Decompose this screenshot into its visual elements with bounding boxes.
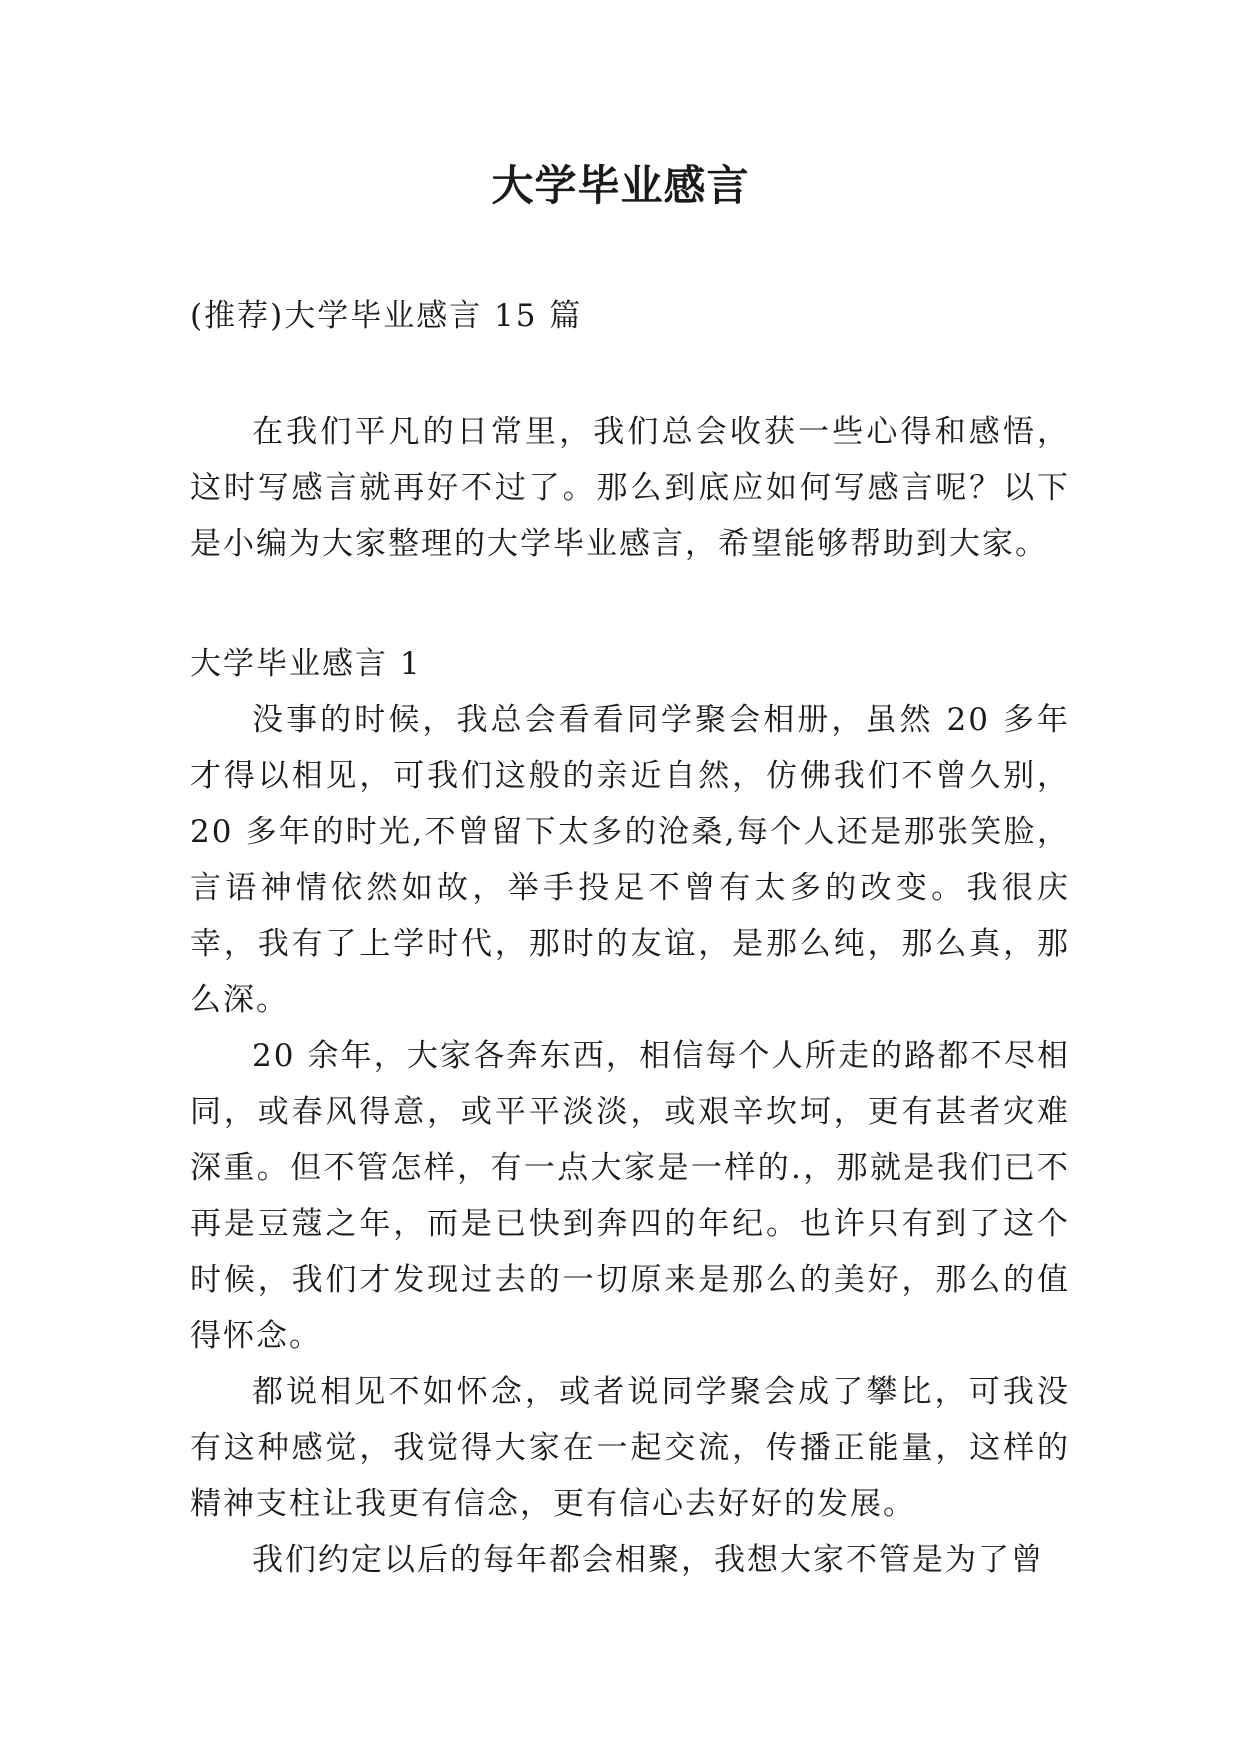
document-subtitle: (推荐)大学毕业感言 15 篇 [190, 298, 583, 334]
section-heading: 大学毕业感言 1 [190, 646, 422, 682]
paragraph: 没事的时候，我总会看看同学聚会相册，虽然 20 多年才得以相见，可我们这般的亲近自然，仿佛我们不曾久别，20 多年的时光,不曾留下太多的沧桑,每个人还是那张笑脸，言语神情依然如故，举手投足不曾有太多的改变。我很庆幸，我有了上学时代，那时的友谊，是那么纯，那么真，那么深。 [190, 702, 1070, 1018]
paragraph: 我们约定以后的每年都会相聚，我想大家不管是为了曾 [252, 1542, 1044, 1578]
paragraph: 都说相见不如怀念，或者说同学聚会成了攀比，可我没有这种感觉，我觉得大家在一起交流，传播正能量，这样的精神支柱让我更有信念，更有信心去好好的发展。 [190, 1374, 1070, 1522]
document-title: 大学毕业感言 [491, 161, 750, 210]
section-1 [190, 636, 1070, 1588]
intro-paragraph: 在我们平凡的日常里，我们总会收获一些心得和感悟，这时写感言就再好不过了。那么到底应如何写感言呢？以下是小编为大家整理的大学毕业感言，希望能够帮助到大家。 [190, 414, 1070, 562]
paragraph: 20 余年，大家各奔东西，相信每个人所走的路都不尽相同，或春风得意，或平平淡淡，或艰辛坎坷，更有甚者灾难深重。但不管怎样，有一点大家是一样的.，那就是我们已不再是豆蔻之年，而是已快到奔四的年纪。也许只有到了这个时候，我们才发现过去的一切原来是那么的美好，那么的值得怀念。 [190, 1038, 1070, 1354]
